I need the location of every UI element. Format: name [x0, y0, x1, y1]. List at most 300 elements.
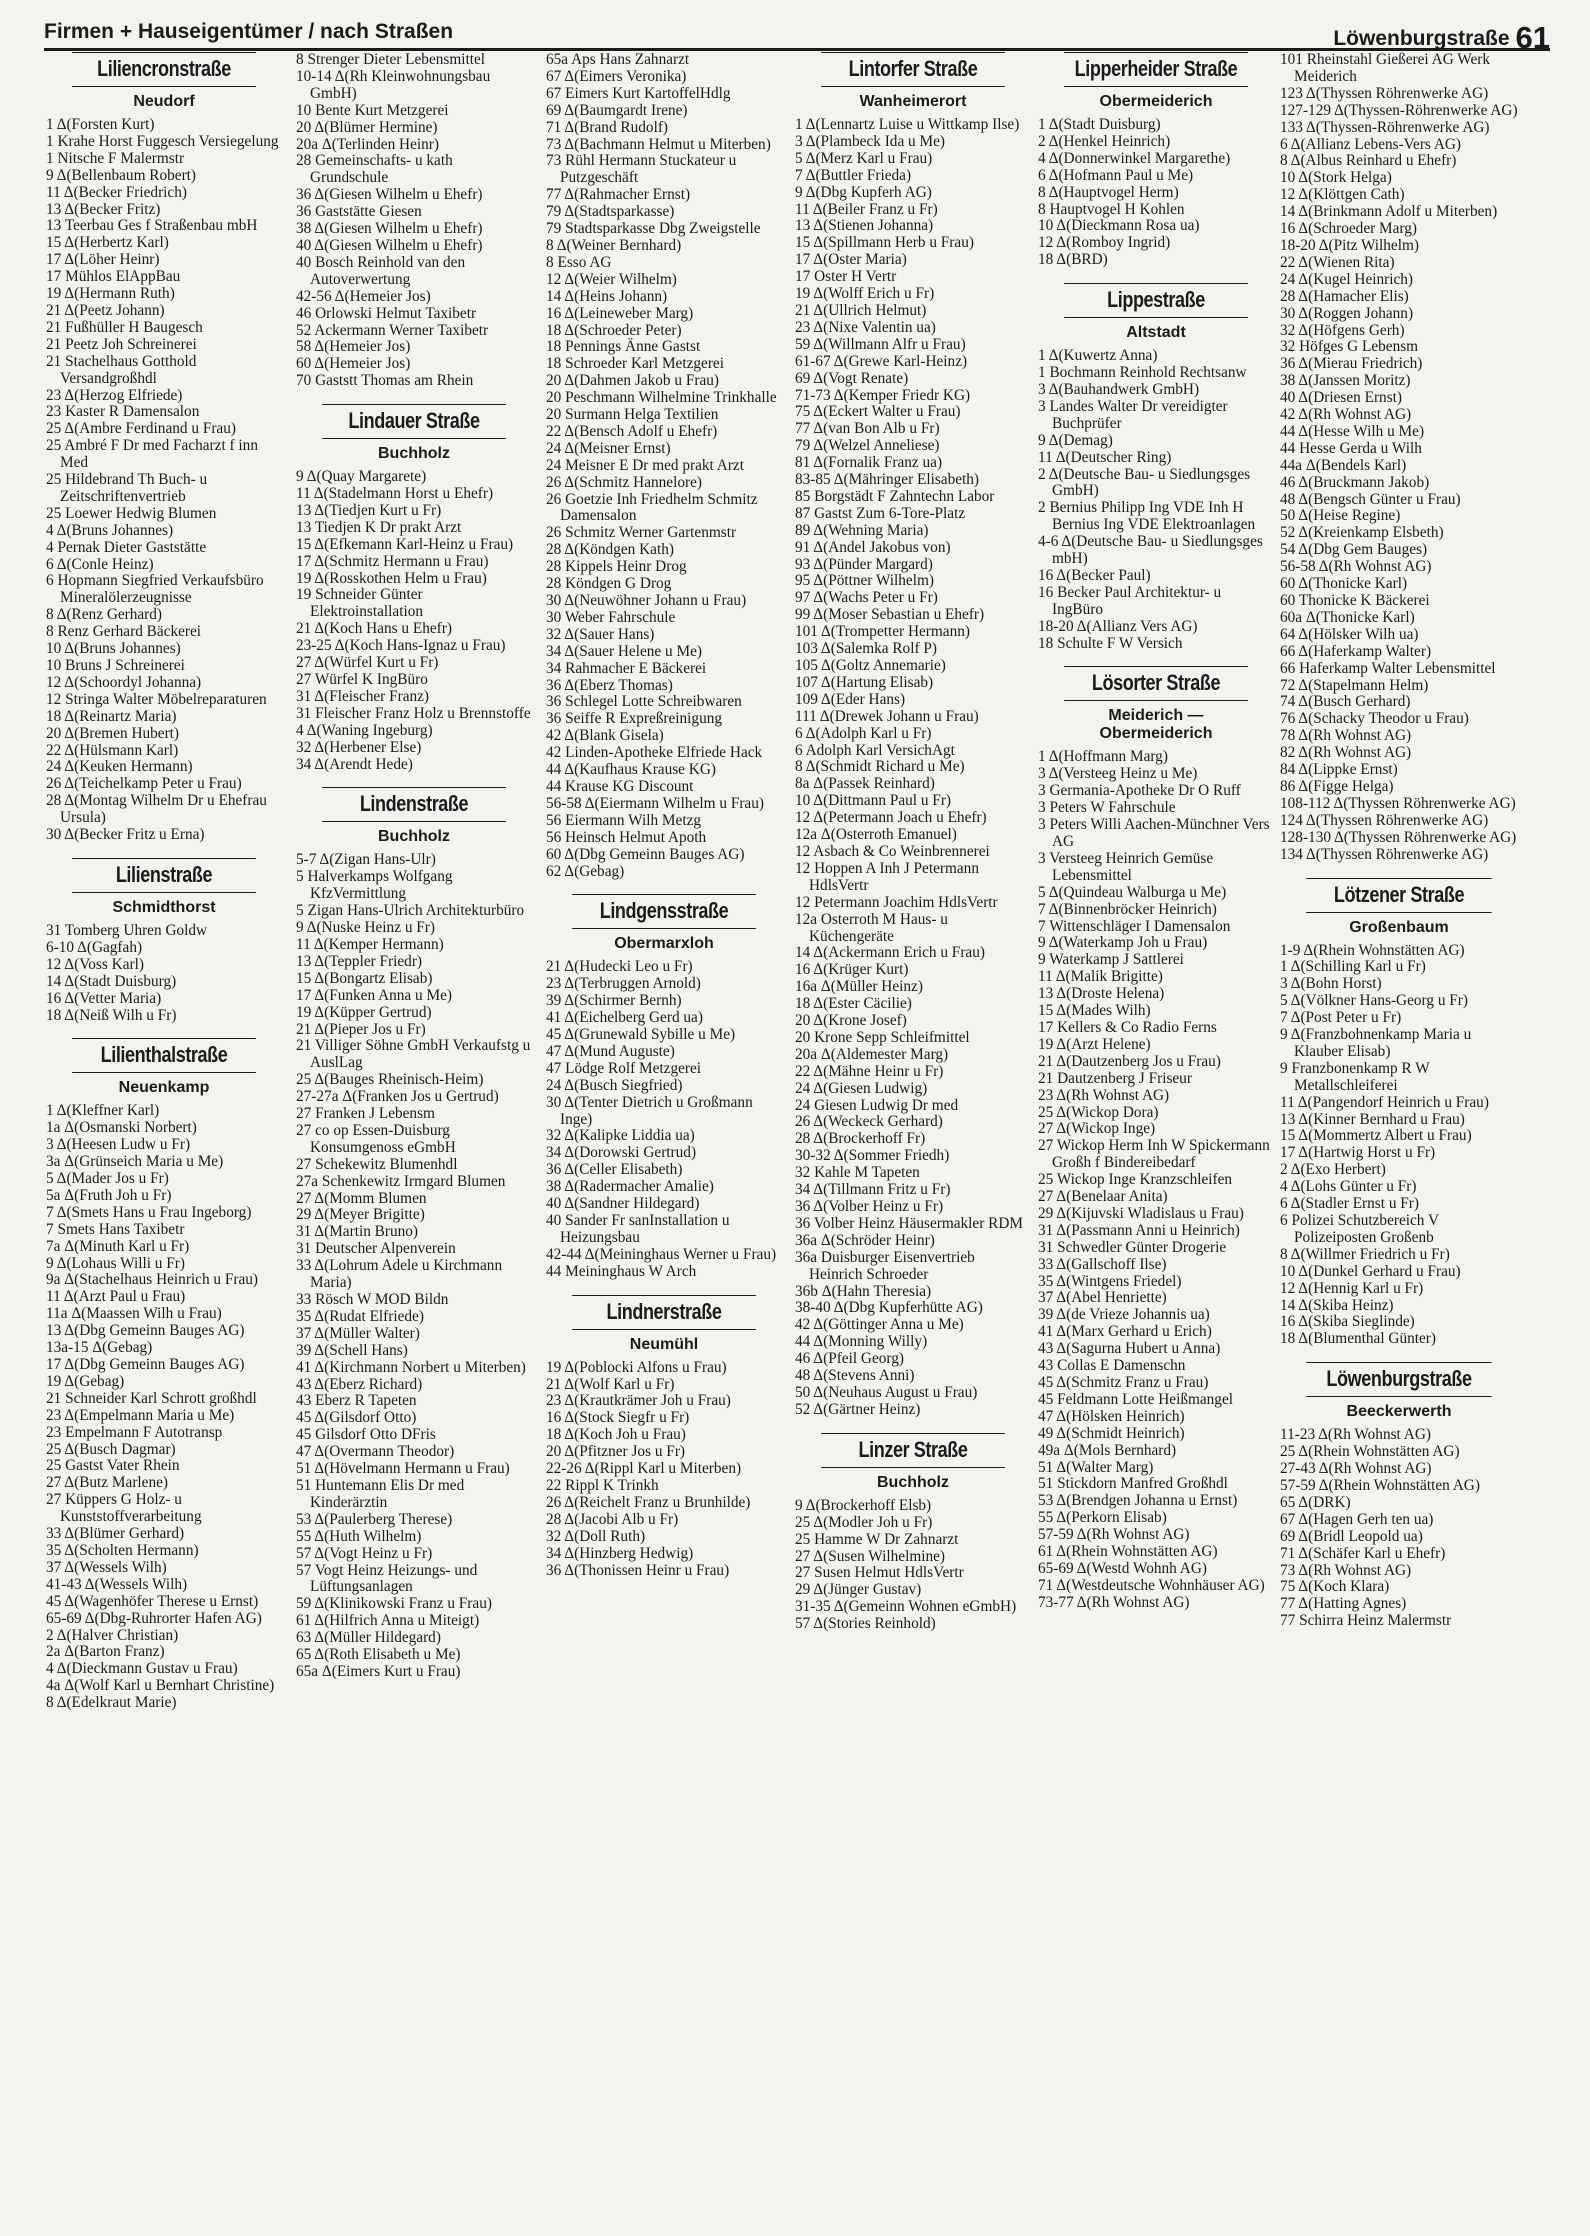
directory-entry: 14 Δ(Heins Johann): [546, 287, 668, 305]
street-heading: Lipperheider Straße: [1064, 52, 1248, 87]
street-heading: Linzer Straße: [821, 1433, 1005, 1468]
directory-entry: 57 Δ(Stories Reinhold): [795, 1615, 936, 1633]
directory-entry: 65a Δ(Eimers Kurt u Frau): [296, 1662, 461, 1680]
directory-entry: 57-59 Δ(Rh Wohnst AG): [1038, 1526, 1190, 1544]
directory-entry: 53 Δ(Paulerberg Therese): [296, 1510, 453, 1528]
directory-entry: 4-6 Δ(Deutsche Bau- u Siedlungsges mbH): [1038, 533, 1263, 568]
directory-entry: 6 Δ(Conle Heinz): [46, 555, 154, 573]
directory-entry: 4 Δ(Waning Ingeburg): [296, 721, 433, 739]
directory-entry: 56 Eiermann Wilh Metzg: [546, 811, 702, 829]
directory-entry: 13 Δ(Becker Fritz): [46, 200, 161, 218]
directory-entry: 5 Halverkamps Wolfgang KfzVermittlung: [296, 868, 453, 903]
directory-entry: 4a Δ(Wolf Karl u Bernhart Christine): [46, 1677, 275, 1695]
directory-entry: 5 Δ(Mader Jos u Fr): [46, 1170, 169, 1188]
directory-entry: 18 Δ(Blumenthal Günter): [1280, 1330, 1436, 1348]
directory-entry: 76 Δ(Schacky Theodor u Frau): [1280, 710, 1469, 728]
directory-entry: 14 Δ(Ackermann Erich u Frau): [795, 944, 985, 962]
directory-entry: 11-23 Δ(Rh Wohnst AG): [1280, 1426, 1431, 1444]
directory-entry: 71 Δ(Brand Rudolf): [546, 118, 669, 136]
directory-entry: 3 Δ(Bauhandwerk GmbH): [1038, 380, 1200, 398]
directory-entry: 21 Schneider Karl Schrott großhdl: [46, 1389, 257, 1407]
directory-entry: 60a Δ(Thonicke Karl): [1280, 608, 1415, 626]
directory-entry: 67 Δ(Eimers Veronika): [546, 67, 687, 85]
directory-entry: 11 Δ(Becker Friedrich): [46, 183, 187, 201]
directory-entry: 77 Schirra Heinz Malermstr: [1280, 1612, 1452, 1630]
directory-entry: 59 Δ(Klinikowski Franz u Frau): [296, 1595, 492, 1613]
directory-entry: 28 Δ(Köndgen Kath): [546, 541, 674, 559]
directory-entry: 8 Δ(Albus Reinhard u Ehefr): [1280, 152, 1457, 170]
directory-entry: 12a Δ(Osterroth Emanuel): [795, 826, 957, 844]
directory-entry: 32 Δ(Herbener Else): [296, 738, 422, 756]
directory-entry: 61 Δ(Hilfrich Anna u Miteigt): [296, 1612, 480, 1630]
district-label: Neudorf: [133, 93, 195, 110]
directory-entry: 43 Collas E Damenschn: [1038, 1357, 1186, 1375]
directory-entry: 41 Δ(Kirchmann Norbert u Miterben): [296, 1358, 526, 1376]
directory-entry: 57-59 Δ(Rhein Wohnstätten AG): [1280, 1476, 1480, 1494]
directory-entry: 27 Susen Helmut HdlsVertr: [795, 1564, 964, 1582]
directory-entry: 27-43 Δ(Rh Wohnst AG): [1280, 1460, 1432, 1478]
directory-entry: 12 Asbach & Co Weinbrennerei: [795, 842, 990, 860]
directory-entry: 27 Franken J Lebensm: [296, 1105, 435, 1123]
directory-entry: 46 Δ(Pfeil Georg): [795, 1350, 904, 1368]
street-heading: Lötzener Straße: [1306, 878, 1491, 913]
directory-entry: 71 Δ(Westdeutsche Wohnhäuser AG): [1038, 1576, 1265, 1594]
directory-entry: 6-10 Δ(Gagfah): [46, 938, 143, 956]
directory-entry: 10 Δ(Dieckmann Rosa ua): [1038, 217, 1200, 235]
directory-entry: 73-77 Δ(Rh Wohnst AG): [1038, 1593, 1190, 1611]
directory-entry: 17 Oster H Vertr: [795, 268, 897, 286]
directory-entry: 20a Δ(Terlinden Heinr): [296, 135, 439, 153]
directory-entry: 23 Δ(Nixe Valentin ua): [795, 318, 936, 336]
directory-entry: 38 Δ(Janssen Moritz): [1280, 372, 1411, 390]
directory-entry: 33 Rösch W MOD Bildn: [296, 1291, 449, 1308]
directory-entry: 19 Δ(Poblocki Alfons u Frau): [546, 1358, 727, 1376]
directory-entry: 9 Δ(Lohaus Willi u Fr): [46, 1254, 185, 1272]
directory-entry: 35 Δ(Rudat Elfriede): [296, 1307, 424, 1325]
directory-entry: 38-40 Δ(Dbg Kupferhütte AG): [795, 1299, 983, 1317]
directory-entry: 45 Δ(Grunewald Sybille u Me): [546, 1026, 736, 1044]
directory-entry: 16a Δ(Müller Heinz): [795, 978, 923, 996]
directory-entry: 4 Δ(Bruns Johannes): [46, 521, 174, 539]
directory-entry: 20 Krone Sepp Schleifmittel: [795, 1028, 970, 1046]
directory-entry: 33 Δ(Gallschoff Ilse): [1038, 1255, 1167, 1273]
directory-entry: 21 Δ(Hudecki Leo u Fr): [546, 958, 693, 976]
directory-entry: 31 Deutscher Alpenverein: [296, 1240, 456, 1258]
page-header: [44, 14, 1550, 55]
directory-entry: 18 Pennings Änne Gastst: [546, 338, 701, 356]
directory-entry: 50 Δ(Heise Regine): [1280, 507, 1401, 525]
directory-entry: 91 Δ(Andel Jakobus von): [795, 538, 951, 556]
street-heading: Lindgensstraße: [572, 894, 756, 929]
directory-entry: 1 Δ(Kleffner Karl): [46, 1102, 160, 1120]
directory-entry: 18-20 Δ(Allianz Vers AG): [1038, 617, 1198, 635]
directory-entry: 8 Strenger Dieter Lebensmittel: [296, 52, 486, 68]
directory-entry: 40 Sander Fr sanInstallation u Heizungsbau: [546, 1212, 730, 1246]
directory-entry: 27 Δ(Susen Wilhelmine): [795, 1547, 945, 1565]
directory-entry: 13 Δ(Stienen Johanna): [795, 217, 934, 235]
directory-entry: 6 Hopmann Siegfried Verkaufsbüro Mineralölerzeugnisse: [46, 572, 264, 607]
directory-entry: 60 Δ(Hemeier Jos): [296, 355, 411, 373]
directory-entry: 39 Δ(Schell Hans): [296, 1341, 408, 1359]
directory-entry: 109 Δ(Eder Hans): [795, 690, 906, 708]
directory-entry: 12 Stringa Walter Möbelreparaturen: [46, 690, 267, 708]
directory-entry: 55 Δ(Huth Wilhelm): [296, 1527, 422, 1545]
district-label: Obermeiderich: [1099, 93, 1213, 110]
column-6: [1280, 52, 1518, 2226]
directory-entry: 27 Wickop Herm Inh W Spickermann Großh f Bindereibedarf: [1038, 1137, 1270, 1172]
directory-entry: 11 Δ(Deutscher Ring): [1038, 448, 1172, 466]
directory-entry: 5a Δ(Fruth Joh u Fr): [46, 1186, 172, 1204]
directory-entry: 17 Δ(Oster Maria): [795, 251, 907, 269]
directory-entry: 4 Δ(Donnerwinkel Margarethe): [1038, 149, 1231, 167]
directory-entry: 18-20 Δ(Pitz Wilhelm): [1280, 236, 1419, 254]
directory-entry: 31-35 Δ(Gemeinn Wohnen eGmbH): [795, 1598, 1017, 1616]
directory-entry: 18 Δ(Koch Joh u Frau): [546, 1426, 686, 1444]
directory-entry: 25 Hamme W Dr Zahnarzt: [795, 1530, 959, 1548]
directory-entry: 65-69 Δ(Dbg-Ruhrorter Hafen AG): [46, 1609, 262, 1627]
directory-entry: 45 Δ(Gilsdorf Otto): [296, 1409, 417, 1427]
directory-entry: 39 Δ(de Vrieze Johannis ua): [1038, 1306, 1210, 1324]
directory-entry: 29 Δ(Meyer Brigitte): [296, 1206, 425, 1224]
directory-entry: 11a Δ(Maassen Wilh u Frau): [46, 1305, 222, 1323]
directory-entry: 124 Δ(Thyssen Röhrenwerke AG): [1280, 811, 1489, 829]
directory-entry: 25 Δ(Ambre Ferdinand u Frau): [46, 420, 236, 438]
directory-entry: 58 Δ(Hemeier Jos): [296, 338, 411, 356]
directory-entry: 43 Δ(Eberz Richard): [296, 1375, 423, 1393]
directory-entry: 12 Δ(Hennig Karl u Fr): [1280, 1279, 1424, 1297]
directory-entry: 1 Δ(Kuwertz Anna): [1038, 347, 1158, 365]
directory-entry: 54 Δ(Dbg Gem Bauges): [1280, 541, 1428, 559]
directory-entry: 8 Δ(Schmidt Richard u Me): [795, 758, 965, 776]
directory-entry: 52 Δ(Kreienkamp Elsbeth): [1280, 524, 1444, 542]
street-heading: Liliencronstraße: [72, 52, 256, 87]
street-heading: Lindenstraße: [322, 787, 506, 822]
street-heading: Löwenburgstraße: [1306, 1362, 1491, 1397]
directory-entry: 36 Schlegel Lotte Schreibwaren: [546, 693, 742, 711]
directory-entry: 53 Δ(Brendgen Johanna u Ernst): [1038, 1492, 1238, 1510]
directory-entry: 9 Δ(Quay Margarete): [296, 468, 427, 486]
directory-entry: 6 Δ(Allianz Lebens-Vers AG): [1280, 135, 1462, 153]
directory-entry: 3 Δ(Bohn Horst): [1280, 975, 1382, 993]
directory-entry: 17 Δ(Funken Anna u Me): [296, 986, 452, 1004]
directory-entry: 27 co op Essen-Duisburg Konsumgenoss eGmbH: [296, 1121, 456, 1156]
directory-entry: 30 Δ(Becker Fritz u Erna): [46, 826, 205, 844]
directory-entry: 44 Δ(Hesse Wilh u Me): [1280, 422, 1425, 440]
directory-entry: 10 Δ(Stork Helga): [1280, 169, 1392, 187]
directory-entry: 10-14 Δ(Rh Kleinwohnungsbau GmbH): [296, 67, 491, 102]
directory-entry: 33 Δ(Lohrum Adele u Kirchmann Maria): [296, 1257, 503, 1292]
directory-entry: 19 Schneider Günter Elektroinstallation: [296, 586, 424, 621]
directory-entry: 42-56 Δ(Hemeier Jos): [296, 287, 431, 305]
directory-entry: 6 Δ(Adolph Karl u Fr): [795, 724, 932, 742]
directory-entry: 10 Bente Kurt Metzgerei: [296, 101, 449, 119]
directory-entry: 30 Δ(Tenter Dietrich u Großmann Inge): [546, 1093, 753, 1128]
directory-entry: 81 Δ(Fornalik Franz ua): [795, 454, 943, 472]
directory-entry: 22-26 Δ(Rippl Karl u Miterben): [546, 1460, 742, 1478]
directory-entry: 41 Δ(Eichelberg Gerd ua): [546, 1009, 703, 1027]
directory-entry: 66 Δ(Haferkamp Walter): [1280, 642, 1432, 660]
directory-entry: 48 Δ(Bengsch Günter u Frau): [1280, 490, 1461, 508]
directory-entry: 26 Goetzie Inh Friedhelm Schmitz Damensalon: [546, 490, 758, 525]
directory-entry: 29 Δ(Jünger Gustav): [795, 1581, 922, 1599]
directory-entry: 25 Ambré F Dr med Facharzt f inn Med: [46, 437, 258, 472]
directory-entry: 55 Δ(Perkorn Elisab): [1038, 1509, 1167, 1527]
directory-entry: 9 Δ(Franzbohnenkamp Maria u Klauber Elisab): [1280, 1026, 1472, 1060]
directory-entry: 36 Δ(Thonissen Heinr u Frau): [546, 1561, 730, 1579]
directory-entry: 19 Δ(Gebag): [46, 1372, 125, 1390]
directory-entry: 27 Δ(Momm Blumen: [296, 1189, 427, 1207]
directory-entry: 7 Smets Hans Taxibetr: [46, 1220, 185, 1238]
page-number: 61: [1515, 20, 1550, 55]
directory-entry: 17 Δ(Hartwig Horst u Fr): [1280, 1144, 1436, 1162]
directory-entry: 19 Δ(Wolff Erich u Fr): [795, 285, 935, 303]
directory-entry: 47 Δ(Overmann Theodor): [296, 1443, 455, 1461]
directory-entry: 11 Δ(Arzt Paul u Frau): [46, 1288, 186, 1306]
directory-entry: 20 Surmann Helga Textilien: [546, 406, 719, 424]
directory-entry: 52 Δ(Gärtner Heinz): [795, 1400, 921, 1418]
directory-entry: 15 Δ(Mades Wilh): [1038, 1002, 1151, 1020]
directory-entry: 87 Gastst Zum 6-Tore-Platz: [795, 504, 966, 522]
directory-entry: 59 Δ(Willmann Alfr u Frau): [795, 335, 966, 353]
directory-entry: 5 Zigan Hans-Ulrich Architekturbüro: [296, 902, 525, 920]
directory-entry: 1 Bochmann Reinhold Rechtsanw: [1038, 364, 1247, 382]
directory-entry: 32 Kahle M Tapeten: [795, 1164, 920, 1182]
directory-entry: 75 Δ(Eckert Walter u Frau): [795, 403, 961, 421]
directory-entry: 30-32 Δ(Sommer Friedh): [795, 1147, 950, 1165]
directory-entry: 13 Δ(Tiedjen Kurt u Fr): [296, 501, 442, 519]
directory-entry: 13 Tiedjen K Dr prakt Arzt: [296, 518, 462, 536]
directory-entry: 25 Δ(Bauges Rheinisch-Heim): [296, 1071, 484, 1089]
directory-entry: 56-58 Δ(Rh Wohnst AG): [1280, 558, 1432, 576]
directory-entry: 6 Δ(Stadler Ernst u Fr): [1280, 1195, 1419, 1213]
directory-entry: 73 Δ(Bachmann Helmut u Miterben): [546, 135, 771, 153]
directory-entry: 27a Schenkewitz Irmgard Blumen: [296, 1172, 506, 1190]
directory-entry: 6 Polizei Schutzbereich V Polizeiposten Großenb: [1280, 1212, 1439, 1246]
directory-entry: 1a Δ(Osmanski Norbert): [46, 1119, 197, 1137]
directory-entry: 18 Δ(Reinartz Maria): [46, 707, 177, 725]
directory-entry: 5 Δ(Merz Karl u Frau): [795, 149, 933, 167]
directory-entry: 14 Δ(Brinkmann Adolf u Miterben): [1280, 203, 1498, 221]
directory-entry: 28 Δ(Montag Wilhelm Dr u Ehefrau Ursula): [46, 792, 267, 827]
directory-entry: 3 Versteeg Heinrich Gemüse Lebensmittel: [1038, 849, 1214, 884]
directory-entry: 6 Adolph Karl VersichAgt: [795, 741, 955, 759]
directory-entry: 18 Δ(Ester Cäcilie): [795, 995, 912, 1013]
directory-entry: 24 Δ(Kugel Heinrich): [1280, 270, 1414, 288]
directory-entry: 32 Δ(Sauer Hans): [546, 625, 655, 643]
directory-entry: 17 Δ(Löher Heinr): [46, 251, 160, 269]
directory-entry: 16 Δ(Leineweber Marg): [546, 304, 694, 322]
directory-entry: 7 Δ(Post Peter u Fr): [1280, 1009, 1402, 1027]
directory-entry: 24 Δ(Meisner Ernst): [546, 439, 671, 457]
directory-entry: 69 Δ(Bridl Leopold ua): [1280, 1527, 1423, 1545]
directory-entry: 23 Δ(Krautkrämer Joh u Frau): [546, 1392, 731, 1410]
directory-entry: 42 Δ(Göttinger Anna u Me): [795, 1316, 964, 1334]
directory-entry: 27 Δ(Butz Marlene): [46, 1474, 168, 1492]
directory-entry: 66 Haferkamp Walter Lebensmittel: [1280, 659, 1496, 677]
directory-entry: 30 Weber Fahrschule: [546, 608, 676, 626]
directory-entry: 36 Δ(Giesen Wilhelm u Ehefr): [296, 186, 483, 204]
directory-entry: 24 Δ(Giesen Ludwig): [795, 1079, 928, 1097]
directory-entry: 27 Küppers G Holz- u Kunststoffverarbeitung: [46, 1491, 202, 1526]
header-street-name: Löwenburgstraße: [1333, 27, 1510, 50]
district-label: Neuenkamp: [118, 1079, 210, 1097]
directory-entry: 9a Δ(Stachelhaus Heinrich u Frau): [46, 1271, 259, 1289]
directory-entry: 40 Δ(Driesen Ernst): [1280, 389, 1402, 407]
directory-entry: 3 Peters W Fahrschule: [1038, 799, 1176, 817]
directory-entry: 82 Δ(Rh Wohnst AG): [1280, 744, 1412, 762]
column-3: [546, 52, 782, 2226]
directory-entry: 34 Δ(Dorowski Gertrud): [546, 1144, 697, 1162]
directory-entry: 15 Δ(Spillmann Herb u Frau): [795, 234, 974, 252]
directory-entry: 36 Δ(Mierau Friedrich): [1280, 355, 1423, 373]
directory-entry: 34 Δ(Sauer Helene u Me): [546, 642, 702, 660]
directory-entry: 42 Δ(Blank Gisela): [546, 727, 664, 745]
directory-entry: 51 Stickdorn Manfred Großhdl: [1038, 1475, 1228, 1493]
directory-entry: 31 Schwedler Günter Drogerie: [1038, 1238, 1227, 1256]
directory-entry: 57 Δ(Vogt Heinz u Fr): [296, 1544, 433, 1562]
directory-entry: 22 Rippl K Trinkh: [546, 1476, 659, 1494]
directory-entry: 16 Δ(Skiba Sieglinde): [1280, 1313, 1415, 1331]
directory-entry: 23-25 Δ(Koch Hans-Ignaz u Frau): [296, 637, 506, 655]
directory-entry: 50 Δ(Neuhaus August u Frau): [795, 1383, 978, 1401]
directory-entry: 13 Δ(Dbg Gemeinn Bauges AG): [46, 1322, 245, 1340]
directory-entry: 77 Δ(Hatting Agnes): [1280, 1595, 1407, 1613]
directory-entry: 21 Villiger Söhne GmbH Verkaufstg u AuslLag: [296, 1037, 531, 1072]
directory-entry: 69 Δ(Vogt Renate): [795, 369, 909, 387]
directory-entry: 79 Δ(Welzel Anneliese): [795, 437, 940, 455]
directory-entry: 33 Δ(Blümer Gerhard): [46, 1525, 185, 1543]
directory-entry: 31 Δ(Passmann Anni u Heinrich): [1038, 1221, 1240, 1239]
directory-entry: 19 Δ(Rosskothen Helm u Frau): [296, 569, 487, 587]
directory-entry: 25 Δ(Rhein Wohnstätten AG): [1280, 1443, 1460, 1461]
directory-entry: 6 Δ(Hofmann Paul u Me): [1038, 166, 1194, 184]
directory-entry: 133 Δ(Thyssen-Röhrenwerke AG): [1280, 118, 1490, 136]
directory-entry: 4 Pernak Dieter Gaststätte: [46, 538, 207, 556]
directory-entry: 28 Gemeinschafts- u kath Grundschule: [296, 152, 453, 187]
directory-entry: 15 Δ(Herbertz Karl): [46, 234, 169, 252]
directory-entry: 10 Δ(Bruns Johannes): [46, 640, 181, 658]
column-2: [296, 52, 532, 2226]
directory-entry: 8 Δ(Renz Gerhard): [46, 606, 163, 624]
directory-entry: 16 Becker Paul Architektur- u IngBüro: [1038, 583, 1222, 618]
directory-entry: 21 Δ(Pieper Jos u Fr): [296, 1020, 426, 1038]
directory-entry: 5 Δ(Quindeau Walburga u Me): [1038, 883, 1227, 901]
directory-entry: 19 Δ(Hermann Ruth): [46, 285, 175, 303]
directory-entry: 36a Duisburger Eisenvertrieb Heinrich Schroeder: [795, 1248, 975, 1283]
directory-entry: 18 Schulte F W Versich: [1038, 634, 1183, 652]
street-heading: Lösorter Straße: [1064, 666, 1248, 701]
directory-entry: 51 Huntemann Elis Dr med Kinderärztin: [296, 1476, 465, 1511]
directory-entry: 28 Δ(Hamacher Elis): [1280, 287, 1409, 305]
directory-entry: 9 Δ(Brockerhoff Elsb): [795, 1496, 932, 1514]
directory-entry: 36 Δ(Volber Heinz u Fr): [795, 1198, 944, 1215]
directory-entry: 2 Δ(Exo Herbert): [1280, 1161, 1386, 1179]
directory-entry: 26 Δ(Reichelt Franz u Brunhilde): [546, 1493, 751, 1511]
directory-entry: 12 Petermann Joachim HdlsVertr: [795, 893, 998, 911]
directory-entry: 75 Δ(Koch Klara): [1280, 1578, 1390, 1596]
directory-entry: 8a Δ(Passek Reinhard): [795, 775, 935, 793]
directory-entry: 37 Δ(Wessels Wilh): [46, 1558, 167, 1576]
directory-entry: 65a Aps Hans Zahnarzt: [546, 52, 690, 68]
directory-entry: 43 Δ(Sagurna Hubert u Anna): [1038, 1340, 1221, 1358]
directory-entry: 3a Δ(Grünseich Maria u Me): [46, 1153, 224, 1171]
directory-entry: 71 Δ(Schäfer Karl u Ehefr): [1280, 1544, 1446, 1562]
directory-entry: 7 Wittenschläger I Damensalon: [1038, 917, 1231, 935]
directory-entry: 12 Hoppen A Inh J Petermann HdlsVertr: [795, 859, 979, 894]
directory-entry: 3 Peters Willi Aachen-Münchner Vers AG: [1038, 816, 1270, 850]
directory-entry: 36 Δ(Eberz Thomas): [546, 676, 673, 694]
directory-entry: 41 Δ(Marx Gerhard u Erich): [1038, 1323, 1212, 1341]
directory-entry: 21 Dautzenberg J Friseur: [1038, 1069, 1192, 1087]
directory-entry: 11 Δ(Stadelmann Horst u Ehefr): [296, 485, 494, 503]
directory-entry: 27 Δ(Würfel Kurt u Fr): [296, 654, 439, 672]
district-label: Beeckerwerth: [1346, 1403, 1452, 1421]
directory-entry: 28 Kippels Heinr Drog: [546, 558, 687, 576]
directory-entry: 44a Δ(Bendels Karl): [1280, 456, 1407, 474]
directory-entry: 36 Δ(Celler Elisabeth): [546, 1161, 683, 1179]
directory-entry: 12a Osterroth M Haus- u Küchengeräte: [795, 910, 948, 945]
directory-entry: 42 Δ(Rh Wohnst AG): [1280, 406, 1412, 424]
directory-entry: 43 Eberz R Tapeten: [296, 1392, 417, 1410]
directory-entry: 8 Δ(Willmer Friedrich u Fr): [1280, 1245, 1450, 1263]
column-1: [46, 52, 282, 2226]
directory-entry: 73 Δ(Rh Wohnst AG): [1280, 1561, 1412, 1579]
directory-entry: 77 Δ(van Bon Alb u Fr): [795, 420, 940, 438]
directory-entry: 12 Δ(Weier Wilhelm): [546, 270, 677, 288]
directory-entry: 23 Δ(Rh Wohnst AG): [1038, 1086, 1170, 1104]
street-heading: Lindauer Straße: [322, 404, 506, 439]
directory-entry: 27-27a Δ(Franken Jos u Gertrud): [296, 1088, 499, 1106]
directory-entry: 8 Renz Gerhard Bäckerei: [46, 623, 202, 641]
directory-entry: 34 Δ(Arendt Hede): [296, 755, 413, 773]
directory-entry: 22 Δ(Bensch Adolf u Ehefr): [546, 422, 718, 440]
directory-entry: 13 Δ(Droste Helena): [1038, 985, 1165, 1003]
directory-entry: 19 Δ(Küpper Gertrud): [296, 1003, 432, 1021]
directory-entry: 21 Δ(Koch Hans u Ehefr): [296, 620, 452, 638]
directory-entry: 67 Δ(Hagen Gerh ten ua): [1280, 1510, 1434, 1528]
directory-entry: 9 Δ(Demag): [1038, 431, 1113, 449]
directory-entry: 1 Nitsche F Malermstr: [46, 149, 185, 167]
directory-entry: 79 Δ(Stadtsparkasse): [546, 203, 675, 221]
directory-entry: 60 Δ(Thonicke Karl): [1280, 575, 1408, 593]
district-label: Buchholz: [378, 445, 450, 463]
district-label: Altstadt: [1126, 324, 1186, 342]
directory-entry: 25 Δ(Wickop Dora): [1038, 1103, 1159, 1121]
directory-entry: 11 Δ(Kemper Hermann): [296, 935, 444, 953]
directory-entry: 93 Δ(Pünder Margard): [795, 555, 933, 573]
directory-entry: 70 Gaststt Thomas am Rhein: [296, 372, 474, 390]
directory-entry: 8 Hauptvogel H Kohlen: [1038, 200, 1185, 218]
directory-entry: 84 Δ(Lippke Ernst): [1280, 761, 1398, 779]
directory-entry: 44 Δ(Kaufhaus Krause KG): [546, 761, 716, 779]
directory-entry: 31 Δ(Fleischer Franz): [296, 687, 430, 705]
directory-entry: 15 Δ(Bongartz Elisab): [296, 969, 433, 987]
directory-entry: 28 Δ(Brockerhoff Fr): [795, 1130, 926, 1148]
directory-entry: 9 Δ(Nuske Heinz u Fr): [296, 919, 435, 937]
directory-entry: 3 Δ(Heesen Ludw u Fr): [46, 1136, 191, 1154]
district-label: Buchholz: [378, 828, 450, 846]
directory-entry: 17 Kellers & Co Radio Ferns: [1038, 1018, 1217, 1036]
header-left-title: Firmen + Hauseigentümer / nach Straßen: [44, 20, 454, 43]
directory-entry: 1 Δ(Hoffmann Marg): [1038, 748, 1168, 766]
directory-entry: 18 Δ(Schroeder Peter): [546, 321, 682, 339]
directory-entry: 32 Δ(Doll Ruth): [546, 1527, 646, 1545]
directory-entry: 25 Loewer Hedwig Blumen: [46, 504, 217, 522]
directory-entry: 24 Δ(Keuken Hermann): [46, 758, 193, 776]
directory-entry: 60 Δ(Dbg Gemeinn Bauges AG): [546, 845, 745, 863]
directory-entry: 77 Δ(Rahmacher Ernst): [546, 186, 691, 204]
directory-entry: 22 Δ(Hülsmann Karl): [46, 741, 179, 759]
